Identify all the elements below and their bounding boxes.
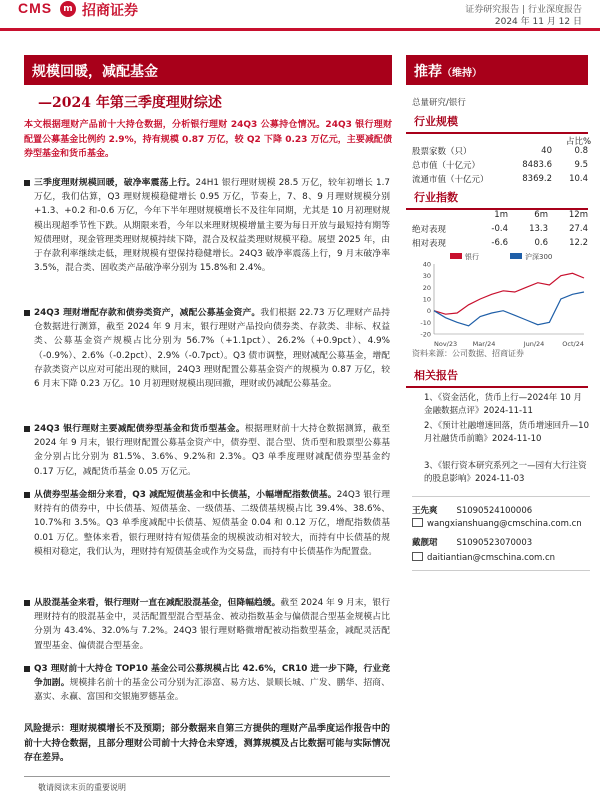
bullet-item (24, 176, 390, 275)
table-header: 6m (534, 210, 548, 220)
table-row (410, 158, 590, 172)
bullet-body: 截至 2024 年 9 月末，银行理财持有的股混基金中，灵活配置型混合型基金、被动指数基金与偏债混合型基金规模占比分别为 43.4%、32.0%与 7.2%。24Q3 银行理财略微增配被动指数型基金，减配灵活配置型基金、偏债混合型基金。 (34, 598, 390, 651)
table-cell: 8369.2 (522, 174, 552, 184)
report-type: 证券研究报告 | 行业深度报告 (465, 5, 582, 15)
legend-label: 沪深300 (525, 253, 553, 261)
title-band (24, 55, 392, 85)
table-cell: 8483.6 (522, 160, 552, 170)
scale-heading (406, 110, 588, 134)
bullet-heading: 从股混基金来看，银行理财一直在减配股混基金，但降幅趋缓。 (34, 598, 281, 608)
related-report-title[interactable]: 3、《银行资本研究系列之一—园有大行注资的股息影响》2024-11-03 (424, 461, 587, 484)
bullet-heading: Q3 理财前十大持仓 TOP10 基金公司公募规模占比 42.6%，CR10 进一步下降，行业竞争加剧。 (34, 664, 390, 689)
bullet-body: 24Q3 银行理财持有的债券中，中长债基、短债基金、一级债基、二级债基规模占比 39.4%、38.6%、10.7%和 3.5%。Q3 单季度减配中长债基、短债基金 0.04 和 0.12 万亿，增配指数债基 0.01 万亿。整体来看，银行理财持有短债基金的规模波动相对较大，而持有中长债基的规模相对稳定，我们认为，理财持有短债基金或作为交易盘，而持有中长债基作为配置盘。 (34, 490, 390, 557)
chart-source: 资料来源：公司数据、招商证券 (412, 349, 524, 358)
table-cell: 13.3 (529, 224, 548, 234)
table-cell: 流通市值（十亿元） (412, 175, 489, 185)
x-tick-label: Nov/23 (434, 340, 458, 348)
series-line-bank (434, 273, 584, 314)
email-icon (412, 518, 423, 527)
performance-heading-text: 行业指数 (414, 191, 458, 204)
logo-chinese-text: 招商证券 (82, 3, 138, 19)
related-report-link[interactable] (412, 460, 590, 486)
bullet-item (24, 422, 390, 479)
x-tick-label: Oct/24 (562, 340, 584, 348)
legend-swatch (450, 253, 462, 259)
company-logo (10, 0, 230, 22)
y-tick-label: -20 (420, 330, 431, 339)
bullet-heading: 从债券型基金细分来看，Q3 减配短债基金和中长债基，小幅增配指数债基。 (34, 490, 337, 500)
table-cell: 0.6 (534, 238, 548, 248)
report-date: 2024 年 11 月 12 日 (494, 17, 582, 27)
table-cell: 9.5 (574, 160, 588, 170)
bullet-body: 我们根据 22.73 万亿理财产品持仓数据进行测算，截至 2024 年 9 月末，银行理财产品投向债券类、存款类、非标、权益类、公募基金资产规模占比分别为 56.7%（+1.1pct）、26.2%（+0.9pct）、4.9%（-0.9%）、2.6%（-0.2pct）、2.9%（-0.7pct）。Q3 债市调整，理财减配公募基金，增配存款类资产以应对可能出现的赎回，24Q3 理财配置公募基金资产的规模为 0.87 万亿，较 6 月末下降 0.23 万亿。10 月初理财规模出现回撤，理财或仍减配公募基金。 (34, 308, 390, 390)
analyst-code: S1090524100006 (456, 506, 533, 516)
analyst-email[interactable]: wangxianshuang@cmschina.com.cn (427, 519, 582, 529)
analyst-email-row[interactable] (412, 518, 582, 529)
table-row (410, 172, 590, 186)
table-cell: 0.8 (574, 146, 588, 156)
table-cell: -6.6 (491, 238, 508, 248)
risk-warning: 风险提示：理财规模增长不及预期；部分数据来自第三方提供的理财产品季度运作报告中的前十大持仓数据，且部分理财公司前十大持仓未穿透，测算规模及占比数据可能与实际情况存在差异。 (24, 724, 390, 763)
table-cell: 股票家数（只） (412, 147, 472, 157)
bullet-item (24, 662, 390, 705)
bullet-marker-icon (24, 180, 30, 186)
logo-emblem-icon: m (60, 1, 76, 17)
divider (412, 570, 590, 571)
bullet-marker-icon (24, 426, 30, 432)
footer-divider (24, 776, 390, 777)
industry-label: 总量研究/银行 (412, 98, 466, 108)
table-cell: 40 (541, 146, 552, 156)
index-performance-chart (410, 250, 590, 350)
performance-heading (406, 186, 588, 210)
bullet-heading: 24Q3 银行理财主要减配债券型基金和货币型基金。 (34, 424, 245, 434)
table-cell: 12.2 (569, 238, 588, 248)
scale-table (410, 144, 590, 186)
analyst-name: 戴靓珺 (412, 538, 438, 548)
table-cell: 10.4 (569, 174, 588, 184)
table-row (410, 236, 590, 250)
rating-value: 推荐 (414, 64, 442, 80)
rating-label (414, 61, 482, 81)
bullet-body: 根据理财前十大持仓数据测算，截至 2024 年 9 月末，银行理财配置公募基金资产中，债券型、混合型、货币型和股票型公募基金分别占比分别为 81.5%、3.6%、9.2%和 2.3%。Q3 单季度理财减配债券型基金约 0.17 万亿，减配货币基金 0.05 万亿元。 (34, 424, 390, 477)
legend-label: 银行 (465, 253, 479, 261)
y-tick-label: -10 (420, 318, 431, 327)
bullet-item (24, 306, 390, 391)
bullet-heading: 三季度理财规模回暖，破净率震荡上行。 (34, 178, 196, 188)
bullet-marker-icon (24, 666, 30, 672)
divider (412, 496, 590, 497)
scale-unit: 占比% (566, 137, 592, 147)
bullet-body: 规模排名前十的基金公司分别为汇添富、易方达、景顺长城、广发、鹏华、招商、嘉实、永赢、富国和交银施罗德基金。 (34, 678, 390, 703)
scale-heading-text: 行业规模 (414, 115, 458, 128)
logo-cms-text: CMS (18, 0, 53, 16)
analyst-name-code (412, 504, 532, 516)
y-tick-label: 30 (422, 272, 431, 281)
footnote: 敬请阅读末页的重要说明 (38, 783, 126, 792)
abstract: 本文根据理财产品前十大持仓数据，分析银行理财 24Q3 公募持仓情况。24Q3 银行理财配置公募基金比例约 2.9%，持有规模 0.87 万亿，较 Q2 下降 0.23 万亿元，主要减配债券型基金和货币基金。 (24, 120, 392, 159)
related-report-title[interactable]: 1、《资金活化，货币上行—2024年 10 月金融数据点评》2024-11-11 (424, 393, 583, 416)
x-tick-label: Mar/24 (472, 340, 496, 348)
related-report-link[interactable] (412, 392, 590, 418)
x-tick-label: Jun/24 (523, 340, 545, 348)
bullet-item (24, 488, 390, 559)
table-header (410, 208, 470, 222)
bullet-body: 24H1 银行理财规模 28.5 万亿，较年初增长 1.7 万亿，我们估算，Q3 理财规模稳健增长 0.95 万亿，节奏上，7、8、9 月理财规模分别+1.3、+0.2 和-0.6 万亿，今年下半年理财规模增长不及往年同期，尤其是 10 月初理财规模出现超季节性下跌。从期限来看，今年以来理财规模增量主要为每日开放与最短持有期等短债理财，现金管理类理财规模持续下降，混合及权益类理财规模平稳。展望 2025 年，由于存款利率继续走低，理财规模有望保持稳健增长。24Q3 破净率震荡上行，9 月末破净率 3.5%，混合类、固收类产品破净率分别为 15.8%和 2.4%。 (34, 178, 390, 274)
table-row (410, 222, 590, 236)
related-report-title[interactable]: 2、《预计社融增速回落，货币增速回升—10 月社融货币前瞻》2024-11-10 (424, 421, 589, 444)
table-header: 1m (494, 210, 508, 220)
performance-table (410, 208, 590, 250)
bullet-marker-icon (24, 600, 30, 606)
table-row (410, 144, 590, 158)
table-header-row (410, 208, 590, 222)
analyst-email[interactable]: daitiantian@cmschina.com.cn (427, 553, 556, 563)
bullet-heading: 24Q3 理财增配存款和债券类资产，减配公募基金资产。 (34, 308, 261, 318)
table-cell: 相对表现 (412, 239, 447, 249)
table-cell: 绝对表现 (412, 225, 447, 235)
table-cell: -0.4 (491, 224, 508, 234)
related-heading-text: 相关报告 (414, 369, 458, 382)
bullet-marker-icon (24, 310, 30, 316)
table-cell: 27.4 (569, 224, 588, 234)
analyst-email-row[interactable] (412, 552, 555, 563)
page-title: 规模回暖，减配基金 (32, 64, 158, 80)
related-heading (406, 364, 588, 388)
related-report-link[interactable] (412, 420, 590, 446)
y-tick-label: 0 (426, 307, 431, 316)
bullet-item (24, 596, 390, 653)
page-subtitle: —2024 年第三季度理财综述 (38, 95, 222, 111)
series-line-csi300 (434, 292, 584, 326)
analyst-name: 王先爽 (412, 506, 438, 516)
email-icon (412, 552, 423, 561)
analyst-name-code (412, 536, 532, 548)
bullet-marker-icon (24, 492, 30, 498)
y-tick-label: 20 (422, 283, 431, 292)
header-divider (0, 28, 600, 31)
table-header: 12m (568, 210, 588, 220)
table-cell: 总市值（十亿元） (412, 161, 481, 171)
y-tick-label: 40 (422, 260, 431, 269)
rating-band (406, 55, 588, 85)
analyst-code: S1090523070003 (456, 538, 533, 548)
y-tick-label: 10 (422, 295, 431, 304)
legend-swatch (510, 253, 522, 259)
rating-qualifier: （维持） (442, 68, 482, 79)
